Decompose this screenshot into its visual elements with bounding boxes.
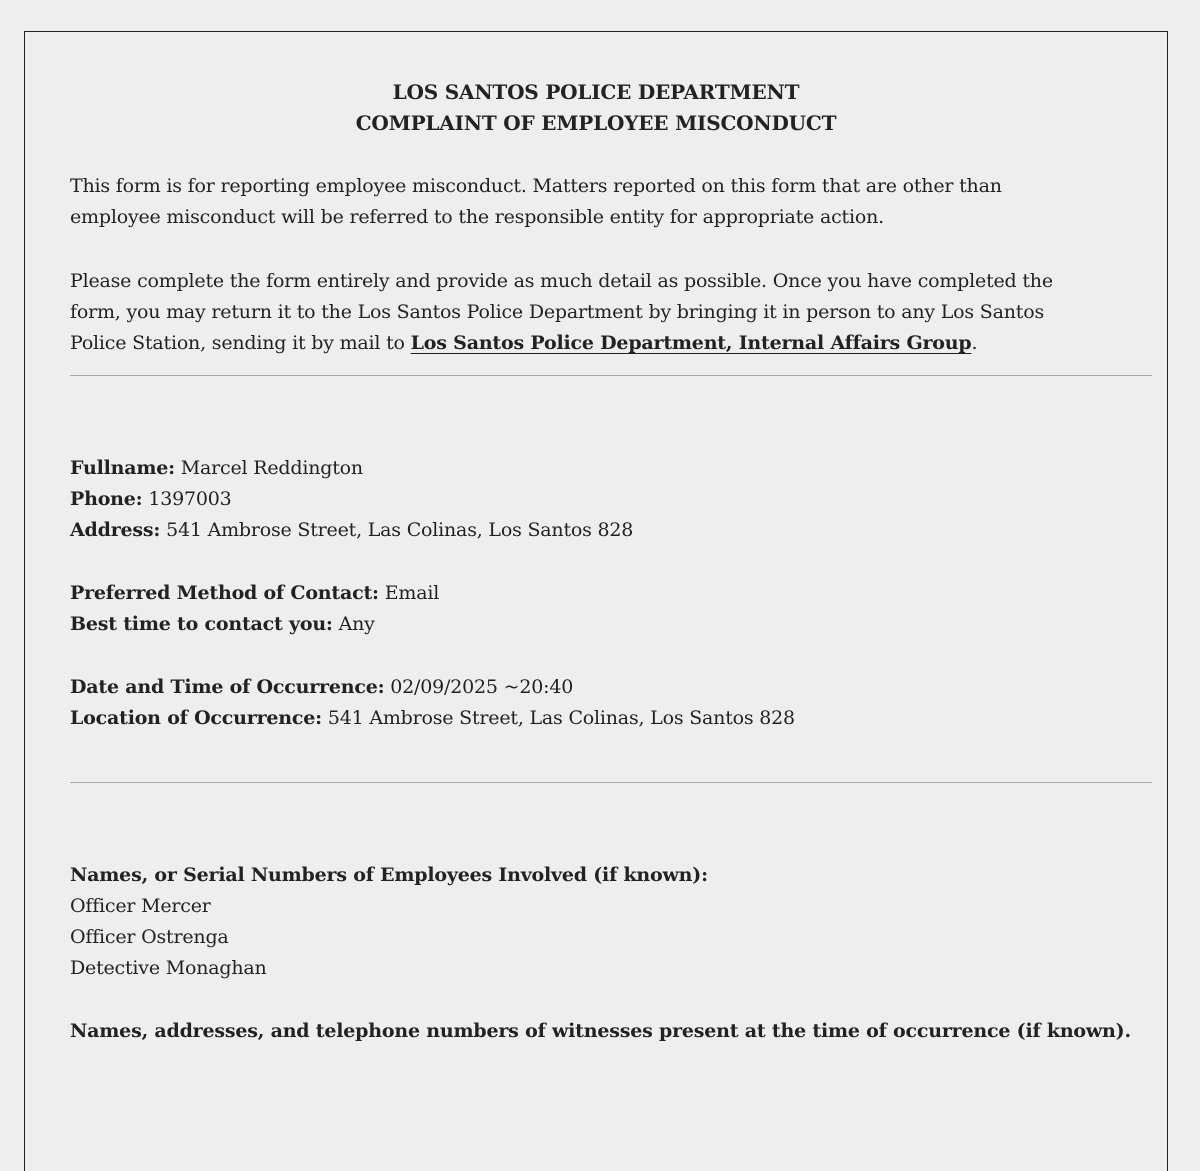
phone-label: Phone: <box>70 488 143 510</box>
instructions-line: form, you may return it to the Los Santos Police Department by bringing it in person to any Los Santos <box>70 301 1045 323</box>
divider <box>70 782 1152 783</box>
employees-involved <box>70 860 1152 984</box>
occurrence-datetime-label: Date and Time of Occurrence: <box>70 676 385 698</box>
phone-row <box>70 484 1152 515</box>
instructions-line: Please complete the form entirely and provide as much detail as possible. Once you have completed the <box>70 270 1053 292</box>
occurrence-location-label: Location of Occurrence: <box>70 707 322 729</box>
occurrence-datetime-value: 02/09/2025 ~20:40 <box>390 676 574 698</box>
phone-value: 1397003 <box>148 488 232 510</box>
contact-time-row <box>70 609 1152 640</box>
occurrence-info <box>70 672 1152 734</box>
address-value: 541 Ambrose Street, Las Colinas, Los Santos 828 <box>166 519 634 541</box>
witnesses-label: Names, addresses, and telephone numbers of witnesses present at the time of occurrence (if known). <box>70 1020 1131 1042</box>
instructions-paragraph <box>70 266 1152 359</box>
occurrence-location-value: 541 Ambrose Street, Las Colinas, Los Santos 828 <box>327 707 795 729</box>
complainant-info <box>70 453 1152 546</box>
fullname-value: Marcel Reddington <box>180 457 363 479</box>
instructions-text: Police Station, sending it by mail to <box>70 332 411 354</box>
period: . <box>971 332 978 354</box>
instructions-line <box>70 328 1152 359</box>
complaint-form-document <box>24 31 1168 1171</box>
employee-item: Detective Monaghan <box>70 957 267 979</box>
fullname-row <box>70 453 1152 484</box>
address-label: Address: <box>70 519 161 541</box>
contact-time-value: Any <box>338 613 375 635</box>
intro-paragraph <box>70 171 1152 233</box>
intro-line: employee misconduct will be referred to the responsible entity for appropriate action. <box>70 206 884 228</box>
contact-time-label: Best time to contact you: <box>70 613 333 635</box>
internal-affairs-link[interactable]: Los Santos Police Department, Internal Affairs Group <box>410 332 972 354</box>
contact-method-label: Preferred Method of Contact: <box>70 582 379 604</box>
employee-item: Officer Mercer <box>70 895 211 917</box>
contact-method-value: Email <box>384 582 440 604</box>
contact-method-row <box>70 578 1152 609</box>
address-row <box>70 515 1152 546</box>
occurrence-datetime-row <box>70 672 1152 703</box>
witnesses-section <box>70 1016 1152 1047</box>
divider <box>70 375 1152 376</box>
occurrence-location-row <box>70 703 1152 734</box>
form-title: COMPLAINT OF EMPLOYEE MISCONDUCT <box>355 111 837 135</box>
intro-line: This form is for reporting employee misconduct. Matters reported on this form that are other than <box>70 175 1002 197</box>
fullname-label: Fullname: <box>70 457 175 479</box>
department-title: LOS SANTOS POLICE DEPARTMENT <box>392 80 800 104</box>
contact-preferences <box>70 578 1152 640</box>
employees-label: Names, or Serial Numbers of Employees Involved (if known): <box>70 864 708 886</box>
employee-item: Officer Ostrenga <box>70 926 229 948</box>
